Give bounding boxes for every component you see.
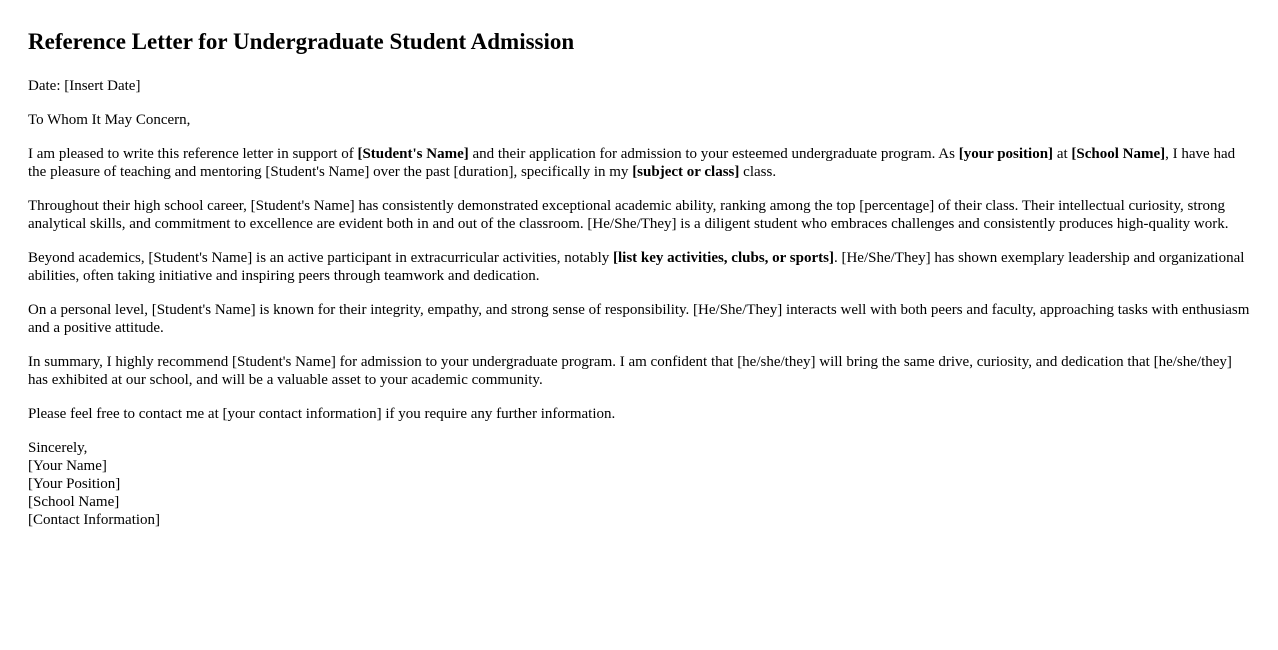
p1-text-f: class. xyxy=(739,164,777,180)
paragraph-personal: On a personal level, [Student's Name] is known for their integrity, empathy, and strong sense of responsibility. [He/She/They] interacts well with both peers and faculty, approaching tasks with enthusiasm and a positive attitude. xyxy=(28,302,1250,336)
p1-text-a: I am pleased to write this reference letter in support of xyxy=(28,146,358,162)
letter-title: Reference Letter for Undergraduate Student Admission xyxy=(28,29,575,54)
position-placeholder: [your position] xyxy=(958,146,1054,162)
p3-text-a: Beyond academics, [Student's Name] is an active participant in extracurricular activities, notably xyxy=(28,250,613,266)
p1-text-c: and their application for admission to your esteemed undergraduate program. As xyxy=(468,146,959,162)
school-name-placeholder: [School Name] xyxy=(1071,146,1166,162)
signature-block xyxy=(28,439,1250,529)
subject-placeholder: [subject or class] xyxy=(632,164,740,180)
salutation: To Whom It May Concern, xyxy=(28,112,191,128)
student-name-placeholder: [Student's Name] xyxy=(357,146,469,162)
p1-text-e: , I have had the pleasure of teaching and mentoring [Student's Name] over the past [duration], specifically in my xyxy=(28,146,1236,180)
p3-text-c: . [He/She/They] has shown exemplary leadership and organizational abilities, often taking initiative and inspiring peers through teamwork and dedication. xyxy=(28,250,1245,284)
p1-text-d: at xyxy=(1053,146,1072,162)
paragraph-contact: Please feel free to contact me at [your contact information] if you require any further information. xyxy=(28,406,616,422)
paragraph-summary: In summary, I highly recommend [Student's Name] for admission to your undergraduate program. I am confident that [he/she/they] will bring the same drive, curiosity, and dedication that [he/she/they] has exhibited at our school, and will be a valuable asset to your academic community. xyxy=(28,354,1232,388)
paragraph-academics: Throughout their high school career, [Student's Name] has consistently demonstrated exceptional academic ability, ranking among the top [percentage] of their class. Their intellectual curiosity, strong analytical skills, and commitment to excellence are evident both in and out of the classroom. [He/She/They] is a diligent student who embraces challenges and consistently produces high-quality work. xyxy=(28,198,1229,232)
signature-name: [Your Name] xyxy=(28,458,107,474)
signature-school: [School Name] xyxy=(28,494,120,510)
date-line: Date: [Insert Date] xyxy=(28,78,141,94)
paragraph-extracurricular xyxy=(28,249,1250,285)
signature-closing: Sincerely, xyxy=(28,440,88,456)
paragraph-introduction xyxy=(28,145,1250,181)
signature-contact: [Contact Information] xyxy=(28,512,161,528)
activities-placeholder: [list key activities, clubs, or sports] xyxy=(613,250,834,266)
signature-position: [Your Position] xyxy=(28,476,121,492)
